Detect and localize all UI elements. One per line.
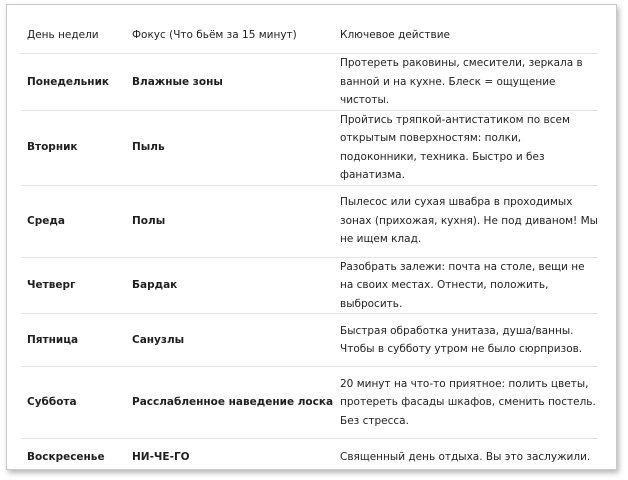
day-cell: Суббота [21, 367, 126, 439]
table-row [21, 439, 598, 475]
day-cell: Воскресенье [27, 450, 105, 463]
table-row [21, 257, 598, 314]
table-row [21, 314, 598, 367]
table-row [21, 54, 598, 111]
focus-cell: Расслабленное наведение лоска [126, 367, 334, 439]
action-cell: Священный день отдыха. Вы это заслужили. [340, 450, 591, 463]
header-action: Ключевое действие [334, 17, 598, 54]
action-cell: Пройтись тряпкой-антистатиком по всем открытым поверхностям: полки, подоконники, техника. Быстро и без фанатизма. [334, 110, 598, 185]
table-header-row [21, 17, 598, 54]
action-cell: Протереть раковины, смесители, зеркала в ванной и на кухне. Блеск = ощущение чистоты. [334, 54, 598, 111]
table-row [21, 185, 598, 257]
focus-cell: Бардак [126, 257, 334, 314]
action-cell: Быстрая обработка унитаза, душа/ванны. Чтобы в субботу утром не было сюрпризов. [334, 314, 598, 367]
focus-cell: Санузлы [126, 314, 334, 367]
day-cell: Пятница [21, 314, 126, 367]
focus-cell: Влажные зоны [126, 54, 334, 111]
day-cell: Среда [21, 185, 126, 257]
header-day: День недели [21, 17, 126, 54]
weekly-cleaning-table [21, 17, 598, 475]
table-card [6, 4, 617, 470]
focus-cell: Пыль [126, 110, 334, 185]
day-cell: Понедельник [21, 54, 126, 111]
action-cell: Пылесос или сухая швабра в проходимых зонах (прихожая, кухня). Не под диваном! Мы не ищем клад. [334, 185, 598, 257]
table-row [21, 367, 598, 439]
focus-cell: Полы [126, 185, 334, 257]
action-cell: 20 минут на что-то приятное: полить цветы, протереть фасады шкафов, сменить постель. Без стресса. [334, 367, 598, 439]
day-cell: Четверг [21, 257, 126, 314]
table-row [21, 110, 598, 185]
header-focus: Фокус (Что бьём за 15 минут) [126, 17, 334, 54]
action-cell: Разобрать залежи: почта на столе, вещи не на своих местах. Отнести, положить, выбросить. [334, 257, 598, 314]
day-cell: Вторник [21, 110, 126, 185]
focus-cell: НИ-ЧЕ-ГО [132, 450, 190, 463]
